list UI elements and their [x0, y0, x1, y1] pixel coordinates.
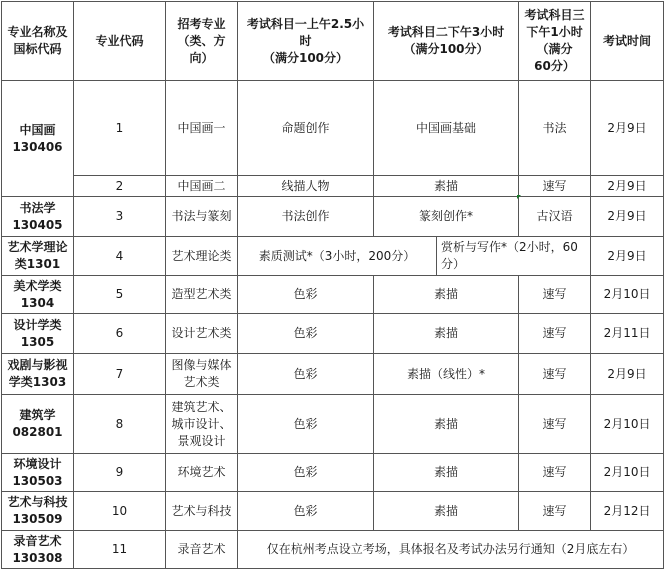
- header-subject-1: 考试科目一上午2.5小时 （满分100分）: [238, 2, 374, 81]
- category-cell: 建筑艺术、 城市设计、 景观设计: [166, 395, 238, 454]
- subject-2-cell: 素描: [374, 454, 519, 492]
- major-code-cell: 7: [74, 354, 166, 395]
- subject-3-cell: 书法: [519, 81, 591, 176]
- table-row: [2, 81, 664, 176]
- subject-2-cell: 素描: [374, 314, 519, 354]
- subject-1-cell: 色彩: [238, 314, 374, 354]
- exam-date-cell: 2月9日: [591, 197, 664, 237]
- category-cell: 艺术与科技: [166, 492, 238, 531]
- header-code: 专业代码: [74, 2, 166, 81]
- cell-corner-marker: [517, 195, 521, 199]
- table-row: [2, 314, 664, 354]
- subject-1-cell: 素质测试*（3小时，200分）: [238, 237, 437, 276]
- major-code-cell: 11: [74, 531, 166, 569]
- major-code-cell: 10: [74, 492, 166, 531]
- subject-2-cell: 篆刻创作*: [374, 197, 519, 237]
- exam-date-cell: 2月11日: [591, 314, 664, 354]
- subject-1-cell: 色彩: [238, 354, 374, 395]
- major-name-cell: 设计学类 1305: [2, 314, 74, 354]
- table-row: [2, 176, 664, 197]
- major-code-cell: 2: [74, 176, 166, 197]
- header-exam-time: 考试时间: [591, 2, 664, 81]
- category-cell: 书法与篆刻: [166, 197, 238, 237]
- major-code-cell: 6: [74, 314, 166, 354]
- exam-schedule-table: [1, 1, 664, 569]
- subject-1-cell: 书法创作: [238, 197, 374, 237]
- major-name-cell: 戏剧与影视 学类1303: [2, 354, 74, 395]
- major-name-cell: 艺术与科技 130509: [2, 492, 74, 531]
- major-code-cell: 9: [74, 454, 166, 492]
- major-code-cell: 8: [74, 395, 166, 454]
- subject-1-cell: 色彩: [238, 492, 374, 531]
- exam-date-cell: 2月12日: [591, 492, 664, 531]
- table-row: [2, 454, 664, 492]
- table-row: [2, 276, 664, 314]
- subject-1-cell: 线描人物: [238, 176, 374, 197]
- header-subject-2: 考试科目二下午3小时 （满分100分）: [374, 2, 519, 81]
- subject-2-cell: 素描（线性）*: [374, 354, 519, 395]
- subject-3-cell: 速写: [519, 395, 591, 454]
- subject-1-cell: 色彩: [238, 276, 374, 314]
- header-category: 招考专业 （类、方 向）: [166, 2, 238, 81]
- major-name-cell: 录音艺术 130308: [2, 531, 74, 569]
- subject-2-cell: 中国画基础: [374, 81, 519, 176]
- table-row: [2, 354, 664, 395]
- table-row: [2, 237, 664, 276]
- category-cell: 造型艺术类: [166, 276, 238, 314]
- major-name-cell: 建筑学 082801: [2, 395, 74, 454]
- exam-date-cell: 2月10日: [591, 395, 664, 454]
- subject-2-cell: 素描: [374, 276, 519, 314]
- subject-3-cell: 速写: [519, 492, 591, 531]
- major-code-cell: 5: [74, 276, 166, 314]
- category-cell: 环境艺术: [166, 454, 238, 492]
- subject-3-cell: 速写: [519, 276, 591, 314]
- subject-3-cell: 速写: [519, 314, 591, 354]
- exam-date-cell: 2月10日: [591, 276, 664, 314]
- subject-2-cell: 赏析与写作*（2小时，60分）: [437, 237, 591, 276]
- subject-3-cell: 速写: [519, 354, 591, 395]
- subject-2-cell: 素描: [374, 395, 519, 454]
- subject-1-cell: 色彩: [238, 454, 374, 492]
- header-row: [2, 2, 664, 81]
- category-cell: 艺术理论类: [166, 237, 238, 276]
- subject-2-cell: 素描: [374, 492, 519, 531]
- major-name-cell: 艺术学理论 类1301: [2, 237, 74, 276]
- exam-date-cell: 2月9日: [591, 176, 664, 197]
- exam-date-cell: 2月9日: [591, 81, 664, 176]
- category-cell: 中国画一: [166, 81, 238, 176]
- major-code-cell: 3: [74, 197, 166, 237]
- table-row: [2, 395, 664, 454]
- table-row: [2, 197, 664, 237]
- subject-1-cell: 色彩: [238, 395, 374, 454]
- major-name-cell: 环境设计 130503: [2, 454, 74, 492]
- category-cell: 设计艺术类: [166, 314, 238, 354]
- major-name-cell: 书法学 130405: [2, 197, 74, 237]
- subject-2-cell: 素描: [374, 176, 519, 197]
- header-major-name: 专业名称及 国标代码: [2, 2, 74, 81]
- exam-date-cell: 2月9日: [591, 354, 664, 395]
- subject-3-cell: 速写: [519, 176, 591, 197]
- exam-date-cell: 2月10日: [591, 454, 664, 492]
- exam-note-cell: 仅在杭州考点设立考场，具体报名及考试办法另行通知（2月底左右）: [238, 531, 664, 569]
- major-name-cell: 美术学类 1304: [2, 276, 74, 314]
- major-code-cell: 1: [74, 81, 166, 176]
- subject-3-cell: 古汉语: [519, 197, 591, 237]
- table-row: [2, 531, 664, 569]
- category-cell: 录音艺术: [166, 531, 238, 569]
- subject-1-cell: 命题创作: [238, 81, 374, 176]
- subject-3-cell: 速写: [519, 454, 591, 492]
- category-cell: 中国画二: [166, 176, 238, 197]
- header-subject-3: 考试科目三 下午1小时 （满分 60分）: [519, 2, 591, 81]
- category-cell: 图像与媒体 艺术类: [166, 354, 238, 395]
- major-name-cell: 中国画 130406: [2, 81, 74, 197]
- major-code-cell: 4: [74, 237, 166, 276]
- exam-date-cell: 2月9日: [591, 237, 664, 276]
- table-row: [2, 492, 664, 531]
